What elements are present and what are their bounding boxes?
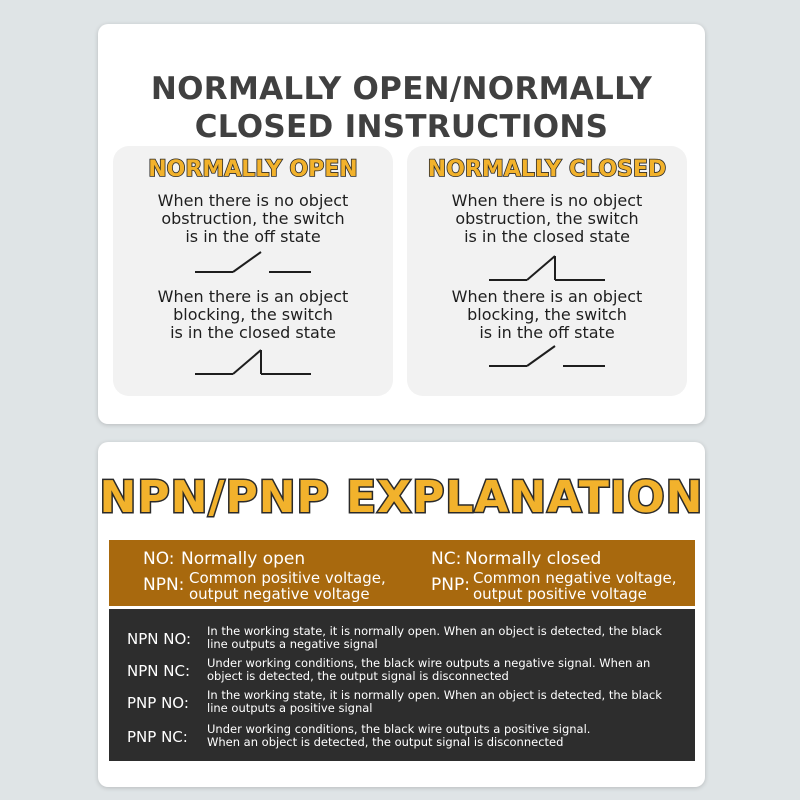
legend-npn-value: Common positive voltage, output negative voltage xyxy=(189,569,386,603)
normally-closed-panel xyxy=(407,146,687,396)
npn-pnp-title: NPN/PNP EXPLANATION xyxy=(99,472,704,523)
definition-term: PNP NC: xyxy=(127,728,188,746)
instructions-title: NORMALLY OPEN/NORMALLY CLOSED INSTRUCTIONS xyxy=(150,71,653,145)
definition-text: In the working state, it is normally open. When an object is detected, the black line outputs a negative signal xyxy=(207,624,662,651)
closed-switch-symbol-icon xyxy=(477,246,617,286)
legend-npn-key: NPN: xyxy=(143,575,185,595)
legend-pnp-key: PNP: xyxy=(431,575,470,595)
definition-row xyxy=(109,623,695,655)
definitions-box xyxy=(109,609,695,761)
legend-no-value: Normally open xyxy=(181,549,306,569)
normally-open-no-object-text: When there is no object obstruction, the switch is in the off state xyxy=(157,191,349,246)
closed-switch-symbol-icon xyxy=(183,340,323,380)
definition-row xyxy=(109,721,695,753)
normally-closed-object-text: When there is an object blocking, the switch is in the off state xyxy=(451,287,643,342)
instructions-card xyxy=(98,24,705,424)
legend-nc-value: Normally closed xyxy=(465,549,602,569)
normally-open-heading: NORMALLY OPEN xyxy=(148,157,358,182)
open-switch-symbol-icon xyxy=(183,246,323,286)
definition-row xyxy=(109,687,695,719)
definition-term: NPN NO: xyxy=(127,630,192,648)
definition-text: In the working state, it is normally open. When an object is detected, the black line outputs a positive signal xyxy=(207,688,662,715)
definition-text: Under working conditions, the black wire outputs a negative signal. When an object is detected, the output signal is disconnected xyxy=(207,656,651,683)
legend-no-key: NO: xyxy=(143,549,175,569)
legend-pnp-value: Common negative voltage, output positive voltage xyxy=(473,569,677,603)
normally-closed-no-object-text: When there is no object obstruction, the switch is in the closed state xyxy=(451,191,643,246)
npn-pnp-card xyxy=(98,442,705,787)
normally-open-object-text: When there is an object blocking, the switch is in the closed state xyxy=(157,287,349,342)
definition-term: NPN NC: xyxy=(127,662,191,680)
normally-open-panel xyxy=(113,146,393,396)
normally-closed-heading: NORMALLY CLOSED xyxy=(427,157,667,182)
legend-nc-key: NC: xyxy=(431,549,462,569)
open-switch-symbol-icon xyxy=(477,340,617,380)
legend-box xyxy=(109,540,695,606)
definition-term: PNP NO: xyxy=(127,694,189,712)
definition-row xyxy=(109,655,695,687)
definition-text: Under working conditions, the black wire outputs a positive signal. When an object is detected, the output signal is disconnected xyxy=(207,722,591,749)
